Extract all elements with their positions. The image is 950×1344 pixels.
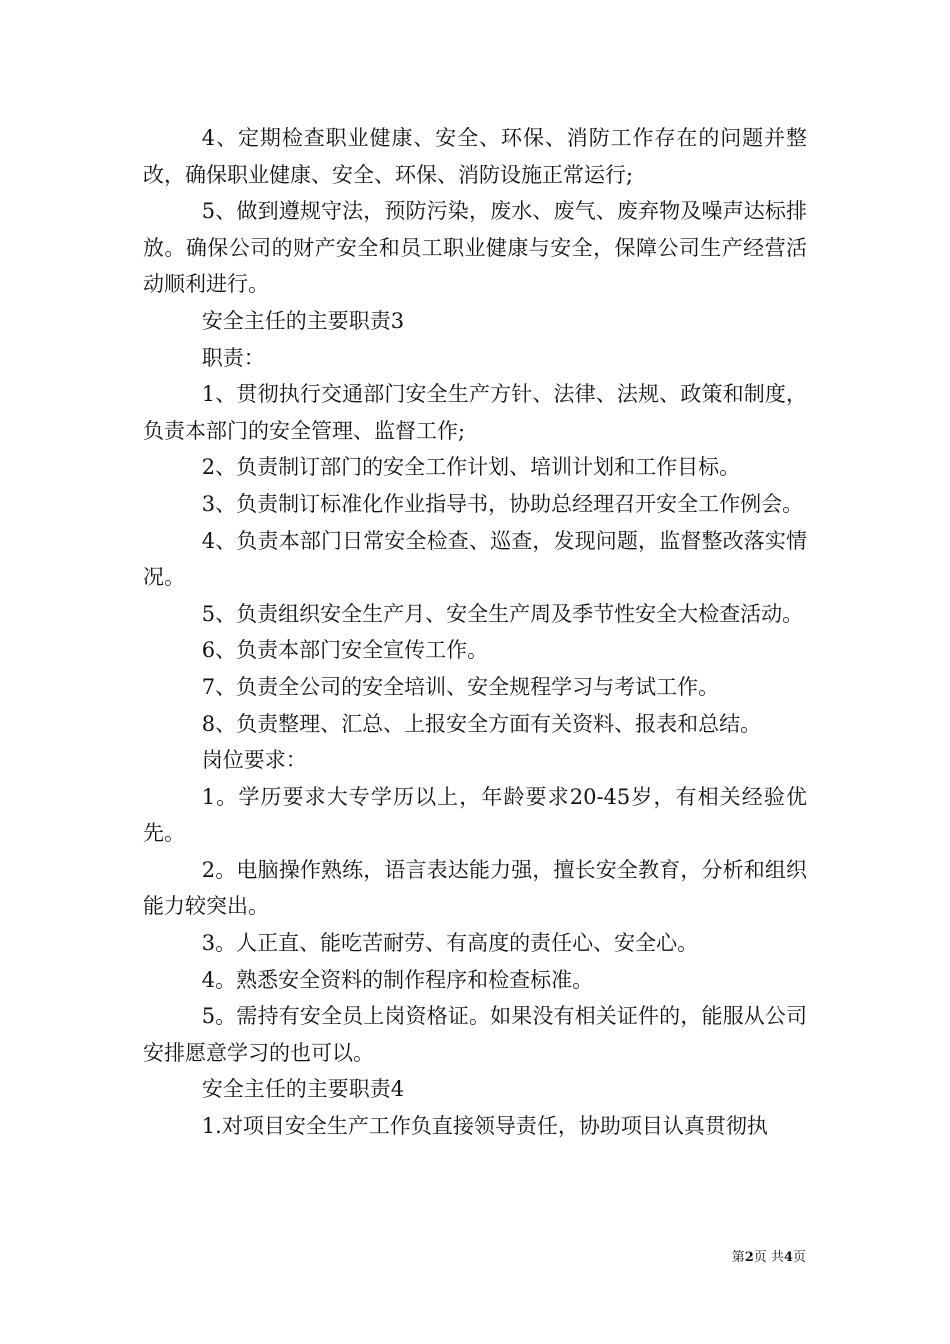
paragraph: 2。电脑操作熟练，语言表达能力强，擅长安全教育，分析和组织能力较突出。 <box>143 857 807 919</box>
document-body <box>143 120 807 1145</box>
paragraph: 5。需持有安全员上岗资格证。如果没有相关证件的，能服从公司安排愿意学习的也可以。 <box>143 1004 807 1065</box>
paragraph: 7、负责全公司的安全培训、安全规程学习与考试工作。 <box>201 674 720 699</box>
paragraph: 4。熟悉安全资料的制作程序和检查标准。 <box>201 967 594 992</box>
paragraph: 4、负责本部门日常安全检查、巡查，发现问题，监督整改落实情况。 <box>143 528 807 590</box>
paragraph: 4、定期检查职业健康、安全、环保、消防工作存在的问题并整改，确保职业健康、安全、环保、消防设施正常运行; <box>143 126 807 187</box>
paragraph: 1.对项目安全生产工作负直接领导责任，协助项目认真贯彻执 <box>201 1114 768 1139</box>
paragraph: 3、负责制订标准化作业指导书，协助总经理召开安全工作例会。 <box>201 491 804 516</box>
paragraph: 8、负责整理、汇总、上报安全方面有关资料、报表和总结。 <box>201 711 762 736</box>
footer-middle: 页 共 <box>753 1250 784 1265</box>
current-page-number: 2 <box>744 1250 754 1265</box>
paragraph: 1。学历要求大专学历以上，年龄要求20-45岁，有相关经验优先。 <box>143 784 807 846</box>
subheading: 岗位要求： <box>201 748 307 773</box>
paragraph: 6、负责本部门安全宣传工作。 <box>201 638 489 663</box>
footer-prefix: 第 <box>731 1250 745 1265</box>
section-heading: 安全主任的主要职责4 <box>201 1077 405 1102</box>
paragraph: 3。人正直、能吃苦耐劳、有高度的责任心、安全心。 <box>201 931 699 956</box>
subheading: 职责： <box>201 345 265 370</box>
paragraph: 1、贯彻执行交通部门安全生产方针、法律、法规、政策和制度，负责本部门的安全管理、监督工作; <box>143 382 807 443</box>
total-pages-number: 4 <box>783 1250 793 1265</box>
paragraph: 5、负责组织安全生产月、安全生产周及季节性安全大检查活动。 <box>201 601 804 626</box>
paragraph: 2、负责制订部门的安全工作计划、培训计划和工作目标。 <box>201 455 741 480</box>
section-heading: 安全主任的主要职责3 <box>201 308 405 333</box>
paragraph: 5、做到遵规守法，预防污染，废水、废气、废弃物及噪声达标排放。确保公司的财产安全和员工职业健康与安全，保障公司生产经营活动顺利进行。 <box>143 199 807 297</box>
footer-suffix: 页 <box>792 1250 806 1265</box>
page-number-footer <box>732 1246 806 1265</box>
